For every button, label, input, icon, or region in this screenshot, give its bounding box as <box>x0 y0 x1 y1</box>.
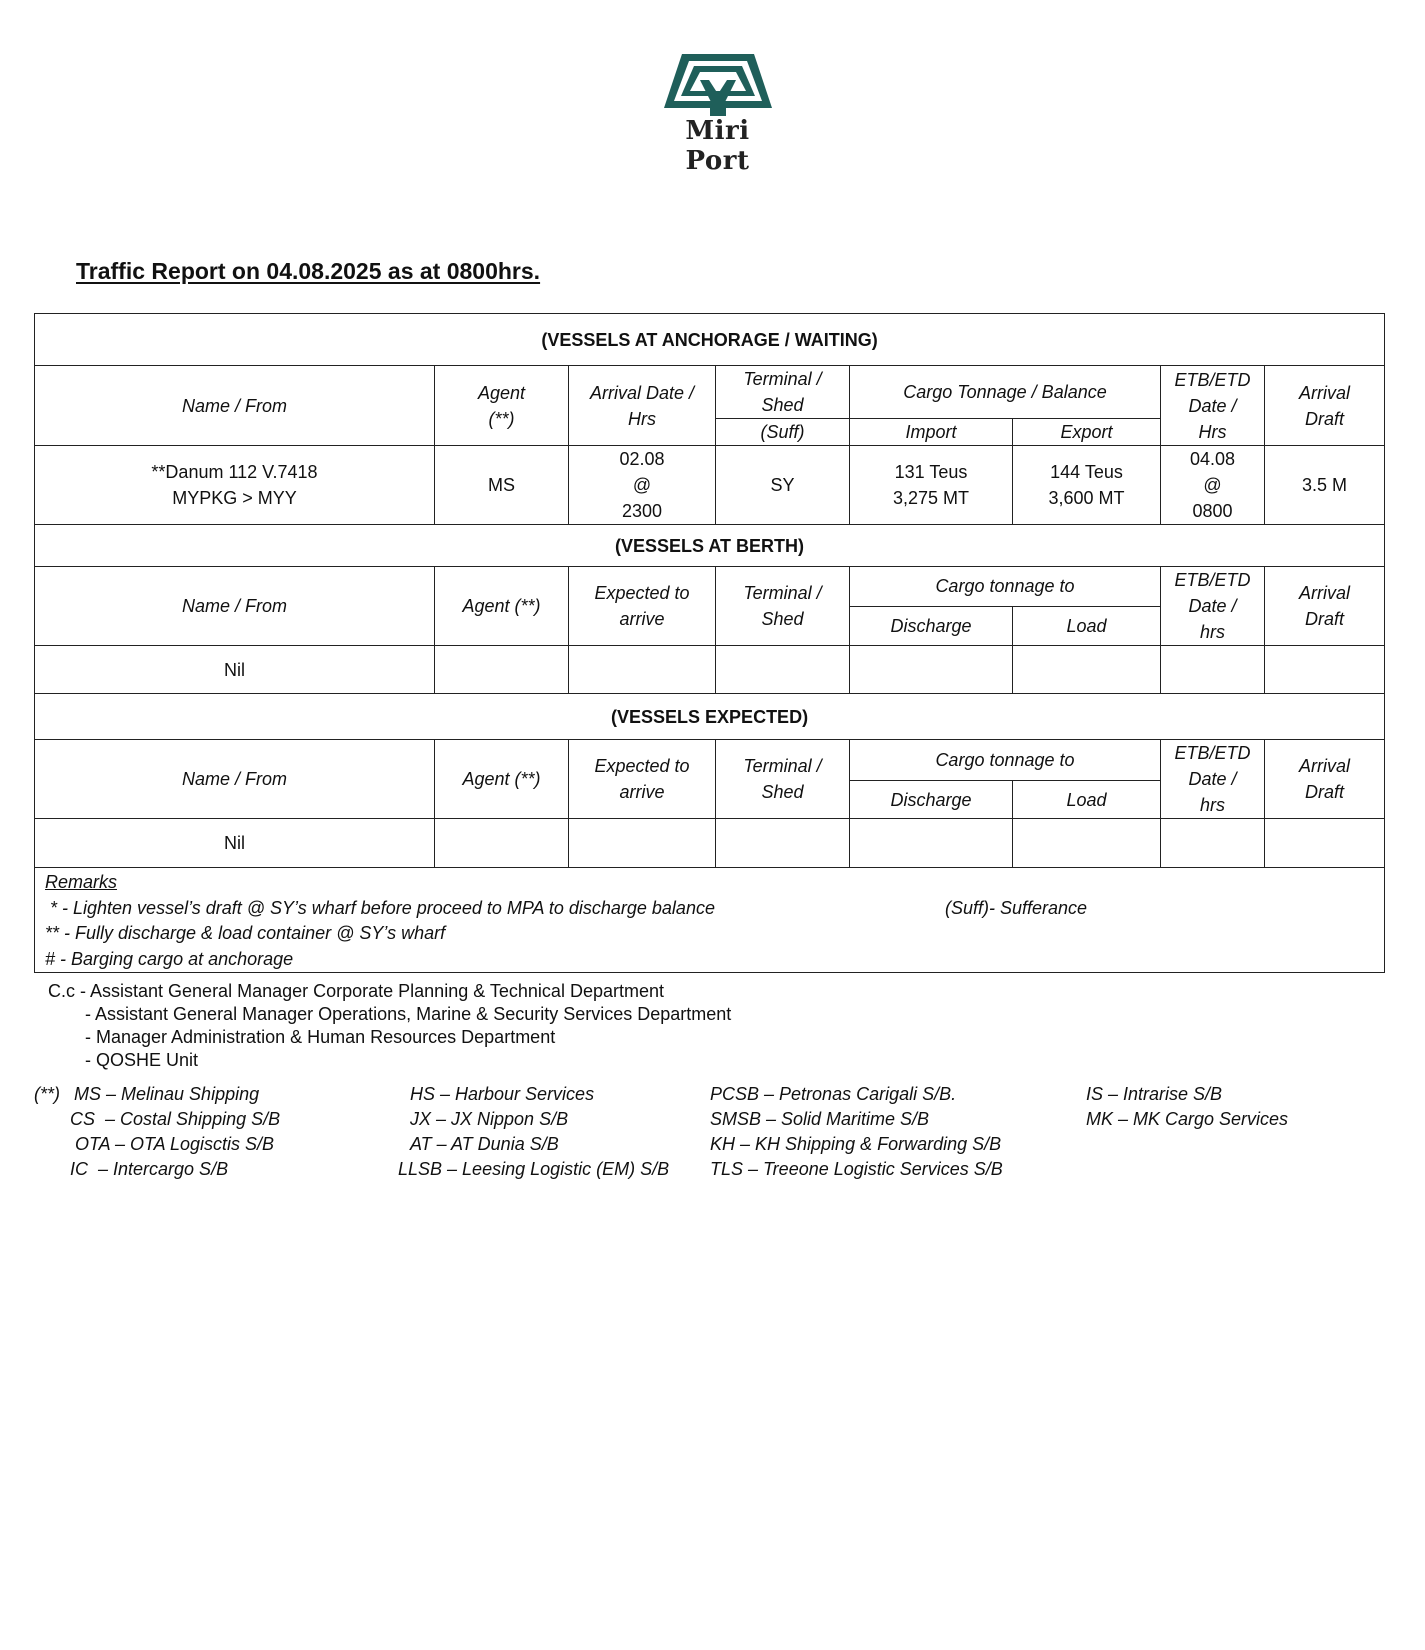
header-etb-etd: ETB/ETD Date / Hrs <box>1161 366 1265 446</box>
empty-cell <box>1265 819 1385 868</box>
table-row <box>35 646 1385 694</box>
expected-section-row <box>35 694 1385 740</box>
cc-line: - Assistant General Manager Operations, Marine & Security Services Department <box>85 1004 732 1024</box>
anchorage-header-row <box>35 366 1385 419</box>
legend-item: MK – MK Cargo Services <box>1086 1109 1289 1129</box>
legend-item: AT – AT Dunia S/B <box>410 1134 559 1154</box>
cc-line: - Manager Administration & Human Resources Department <box>85 1027 556 1047</box>
empty-cell <box>850 646 1013 694</box>
remark-line: * - Lighten vessel’s draft @ SY’s wharf before proceed to MPA to discharge balance <box>45 897 715 918</box>
empty-cell <box>716 646 850 694</box>
etb-etd-cell: 04.08 @ 0800 <box>1161 446 1265 525</box>
legend-item: CS – Costal Shipping S/B <box>70 1109 281 1129</box>
header-etb-etd: ETB/ETD Date / hrs <box>1161 740 1265 819</box>
suff-note: (Suff)- Sufferance <box>945 897 1088 918</box>
legend-item: IS – Intrarise S/B <box>1086 1084 1223 1104</box>
header-import: Import <box>850 419 1013 446</box>
remark-line: ** - Fully discharge & load container @ SY’s wharf <box>45 923 446 943</box>
header-expected-arrive: Expected to arrive <box>569 740 716 819</box>
table-row <box>35 446 1385 525</box>
legend-item: OTA – OTA Logisctis S/B <box>75 1134 275 1154</box>
agent-cell: MS <box>435 446 569 525</box>
header-arrival-date: Arrival Date / Hrs <box>569 366 716 446</box>
logo-text: Miri Port <box>685 116 750 176</box>
header-agent: Agent (**) <box>435 567 569 646</box>
legend-item: IC – Intercargo S/B <box>70 1159 229 1179</box>
arrival-draft-cell: 3.5 M <box>1265 446 1385 525</box>
legend-item: JX – JX Nippon S/B <box>410 1109 569 1129</box>
anchorage-section-row <box>35 314 1385 366</box>
header-terminal-shed: Terminal / Shed <box>716 740 850 819</box>
header-name-from: Name / From <box>35 567 435 646</box>
header-terminal-shed: Terminal / Shed <box>716 366 850 419</box>
cc-line: C.c - Assistant General Manager Corporate Planning & Technical Department <box>48 981 664 1001</box>
berth-section-row <box>35 525 1385 567</box>
empty-cell <box>1013 819 1161 868</box>
miri-port-logo-icon <box>662 50 774 118</box>
cc-line: - QOSHE Unit <box>85 1050 199 1070</box>
empty-cell <box>1161 819 1265 868</box>
table-row <box>35 819 1385 868</box>
vessel-name-cell: Nil <box>35 819 435 868</box>
anchorage-heading: (VESSELS AT ANCHORAGE / WAITING) <box>35 314 1385 366</box>
legend-item: HS – Harbour Services <box>410 1084 595 1104</box>
header-expected-arrive: Expected to arrive <box>569 567 716 646</box>
legend-item: SMSB – Solid Maritime S/B <box>710 1109 930 1129</box>
header-name-from: Name / From <box>35 740 435 819</box>
legend-item: KH – KH Shipping & Forwarding S/B <box>710 1134 1002 1154</box>
header-load: Load <box>1013 781 1161 819</box>
legend-item: LLSB – Leesing Logistic (EM) S/B <box>398 1159 670 1179</box>
miri-port-logo <box>655 50 780 176</box>
header-arrival-draft: Arrival Draft <box>1265 740 1385 819</box>
remark-line: # - Barging cargo at anchorage <box>45 948 294 969</box>
header-cargo-tonnage: Cargo tonnage to <box>850 740 1161 781</box>
cc-list <box>48 980 731 1072</box>
header-suff: (Suff) <box>716 419 850 446</box>
berth-header-row <box>35 567 1385 607</box>
empty-cell <box>435 819 569 868</box>
remarks-title: Remarks <box>45 872 118 892</box>
terminal-cell: SY <box>716 446 850 525</box>
export-cell: 144 Teus 3,600 MT <box>1013 446 1161 525</box>
header-cargo-tonnage: Cargo Tonnage / Balance <box>850 366 1161 419</box>
empty-cell <box>1013 646 1161 694</box>
header-arrival-draft: Arrival Draft <box>1265 366 1385 446</box>
empty-cell <box>1265 646 1385 694</box>
expected-heading: (VESSELS EXPECTED) <box>35 694 1385 740</box>
import-cell: 131 Teus 3,275 MT <box>850 446 1013 525</box>
header-name-from: Name / From <box>35 366 435 446</box>
header-discharge: Discharge <box>850 781 1013 819</box>
legend-item: PCSB – Petronas Carigali S/B. <box>710 1084 957 1104</box>
empty-cell <box>435 646 569 694</box>
header-etb-etd: ETB/ETD Date / hrs <box>1161 567 1265 646</box>
page-title: Traffic Report on 04.08.2025 as at 0800hrs. <box>76 258 541 284</box>
legend-prefix: (**) <box>34 1084 60 1104</box>
empty-cell <box>569 819 716 868</box>
expected-header-row <box>35 740 1385 781</box>
header-agent: Agent (**) <box>435 366 569 446</box>
empty-cell <box>716 819 850 868</box>
arrival-date-cell: 02.08 @ 2300 <box>569 446 716 525</box>
header-cargo-tonnage: Cargo tonnage to <box>850 567 1161 607</box>
legend-item: MS – Melinau Shipping <box>74 1084 260 1104</box>
berth-heading: (VESSELS AT BERTH) <box>35 525 1385 567</box>
vessel-name-cell: Nil <box>35 646 435 694</box>
empty-cell <box>850 819 1013 868</box>
header-agent: Agent (**) <box>435 740 569 819</box>
header-load: Load <box>1013 606 1161 646</box>
legend-item: TLS – Treeone Logistic Services S/B <box>710 1159 1003 1179</box>
vessel-name-cell: **Danum 112 V.7418 MYPKG > MYY <box>35 446 435 525</box>
header-discharge: Discharge <box>850 606 1013 646</box>
header-arrival-draft: Arrival Draft <box>1265 567 1385 646</box>
header-export: Export <box>1013 419 1161 446</box>
remarks-cell <box>35 868 1385 973</box>
remarks-row <box>35 868 1385 973</box>
empty-cell <box>569 646 716 694</box>
traffic-report-table <box>34 313 1385 973</box>
empty-cell <box>1161 646 1265 694</box>
header-terminal-shed: Terminal / Shed <box>716 567 850 646</box>
